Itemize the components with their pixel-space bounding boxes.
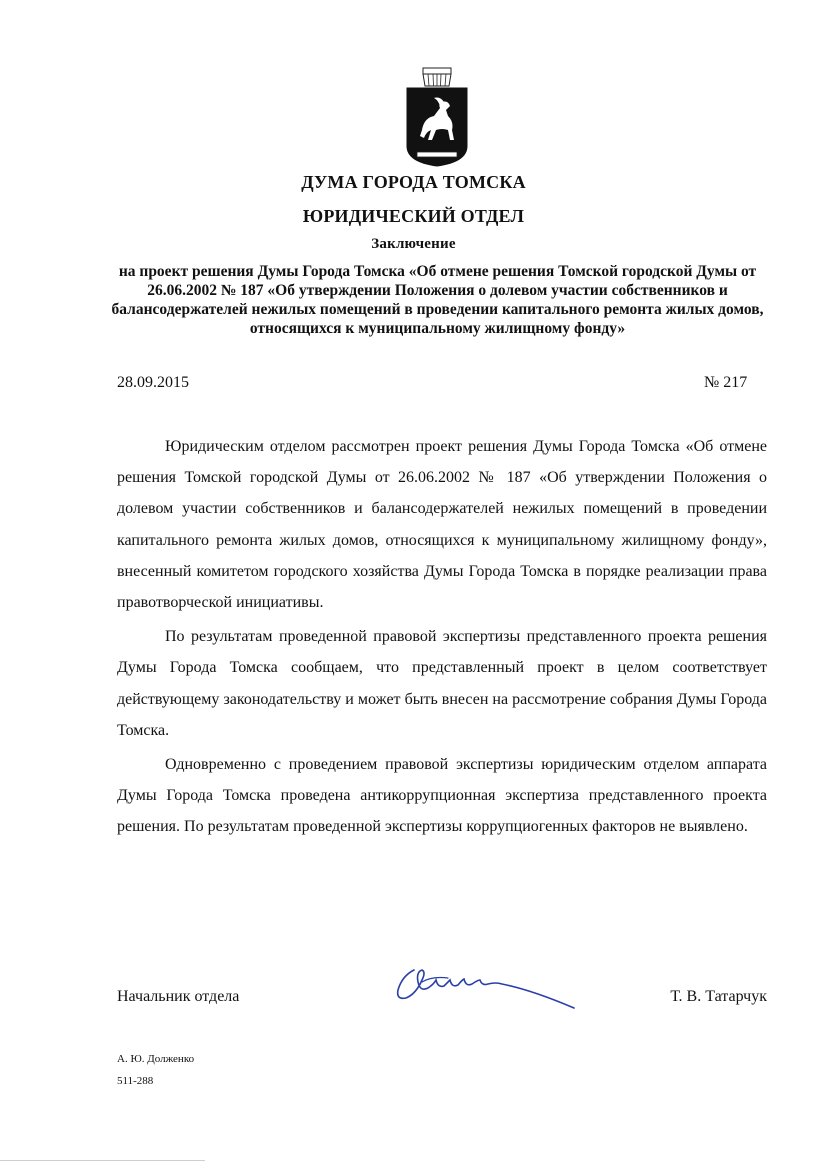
executor-name: А. Ю. Долженко [117,1053,195,1065]
body-paragraph: По результатам проведенной правовой экспертизы представленного проекта решения Думы Города Томска сообщаем, что представленный проект в целом соответствует действующему законодательству и может быть внесен на рассмотрение собрания Думы Города Томска. [117,628,767,739]
executor-phone: 511-288 [117,1075,154,1087]
document-subject: на проект решения Думы Города Томска «Об отмене решения Томской городской Думы от 26.06.2002 № 187 «Об утверждении Положения о долевом участии собственников и балансодержателей нежилых помещений в проведении капитального ремонта жилых домов, относящихся к муниципальному жилищному фонду» [111,263,764,337]
tomsk-coat-of-arms-icon [404,66,470,170]
document-body [117,431,767,846]
organization-title: ДУМА ГОРОДА ТОМСКА [301,172,526,192]
handwritten-signature-icon [392,958,582,1016]
body-paragraph: Юридическим отделом рассмотрен проект решения Думы Города Томска «Об отмене решения Томской городской Думы от 26.06.2002 № 187 «Об утверждении Положения о долевом участии собственников и балансодержателей нежилых помещений в проведении капитального ремонта жилых домов, относящихся к муниципальному жилищному фонду», внесенный комитетом городского хозяйства Думы Города Томска в порядке реализации права правотворческой инициативы. [117,438,767,612]
document-date: 28.09.2015 [117,374,189,391]
department-title: ЮРИДИЧЕСКИЙ ОТДЕЛ [302,206,525,226]
document-number: № 217 [704,374,748,391]
signatory-name: Т. В. Татарчук [670,988,767,1005]
signatory-title: Начальник отдела [117,988,240,1005]
body-paragraph: Одновременно с проведением правовой экспертизы юридическим отделом аппарата Думы Города Томска проведена антикоррупционная экспертиза представленного проекта решения. По результатам проведенной экспертизы коррупциогенных факторов не выявлено. [117,756,767,836]
scan-edge-line [0,1160,205,1161]
document-type: Заключение [371,236,456,252]
